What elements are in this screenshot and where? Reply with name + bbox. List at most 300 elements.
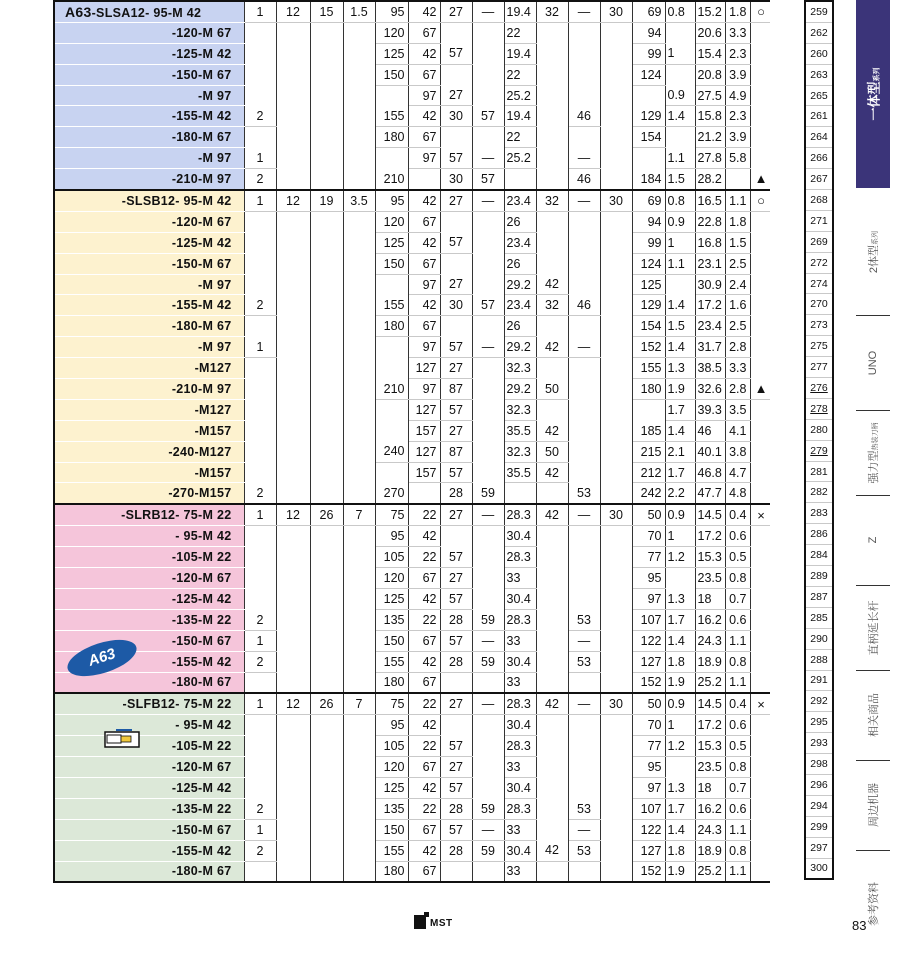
spec-cell: — [472,504,504,525]
spec-cell: 125 [375,43,408,64]
spec-cell [600,462,632,483]
spec-cell: 32 [536,295,568,316]
nav-tab-sublabel: 热装刀柄 [872,422,879,450]
nav-tab-5[interactable] [856,670,890,760]
page-link[interactable] [805,837,833,858]
nav-divider [856,850,890,851]
spec-cell [310,715,343,736]
spec-cell: — [568,337,600,358]
page-link[interactable] [805,127,833,148]
spec-cell: 150 [375,819,408,840]
spec-cell [375,358,408,379]
table-row [54,651,774,672]
stock-symbol [750,526,772,547]
model-cell: -M127 [54,358,244,379]
spec-cell: 122 [632,819,665,840]
page-link[interactable] [805,733,833,754]
table-row [54,22,774,43]
stock-symbol [750,651,772,672]
spec-cell: 57 [440,462,472,483]
spec-cell [536,211,568,232]
page-row [805,754,833,775]
page-link[interactable] [805,148,833,169]
page-link[interactable] [805,294,833,315]
model-code: -SLSA12- 95-M 42 [91,5,202,20]
spec-cell: 180 [375,672,408,693]
page-row [805,85,833,106]
spec-cell: 99 [632,232,665,253]
spec-cell: 53 [568,609,600,630]
stock-symbol [750,211,772,232]
spec-cell: 21.2 [695,127,725,148]
spec-cell: 28.2 [695,169,725,190]
spec-cell [536,777,568,798]
model-cell: -105-M 22 [54,736,244,757]
nav-divider [856,315,890,316]
spec-cell [472,462,504,483]
spec-cell: 17.2 [695,295,725,316]
page-link[interactable] [805,336,833,357]
spec-cell [343,526,375,547]
page-link[interactable] [805,85,833,106]
spec-cell [440,127,472,148]
spec-cell: — [568,819,600,840]
page-link[interactable] [805,774,833,795]
spec-cell: 152 [632,861,665,882]
page-link-label: 294 [810,799,828,812]
spec-cell [600,379,632,400]
spec-cell: 2 [244,798,276,819]
spec-cell: 16.5 [695,190,725,211]
nav-tab-4[interactable] [856,585,890,670]
spec-cell [310,736,343,757]
spec-cell: 5.8 [725,148,750,169]
spec-cell [343,547,375,568]
spec-cell [310,861,343,882]
spec-cell [276,568,310,589]
page-link[interactable] [805,190,833,211]
spec-cell [244,127,276,148]
table-row [54,715,774,736]
spec-cell: 0.8 [725,651,750,672]
spec-cell [536,861,568,882]
spec-cell: 1.9 [665,379,695,400]
page-row [805,858,833,879]
spec-cell [343,757,375,778]
spec-cell: 3.8 [725,441,750,462]
spec-cell: 27 [440,85,472,106]
spec-cell: 0.9 [665,693,695,714]
page-row [805,148,833,169]
stock-symbol [750,399,772,420]
spec-cell [472,588,504,609]
spec-cell: 95 [375,526,408,547]
nav-tab-label: Z [867,536,879,544]
spec-cell: 1.4 [665,819,695,840]
page-row [805,524,833,545]
page-link[interactable] [805,524,833,545]
page-link-label: 270 [810,298,828,311]
page-link-label: 299 [810,820,828,833]
spec-cell [276,43,310,64]
spec-cell [725,169,750,190]
spec-cell [568,127,600,148]
table-row [54,777,774,798]
spec-cell: 185 [632,420,665,441]
table-row [54,295,774,316]
stock-symbol [750,148,772,169]
spec-cell: 95 [375,1,408,22]
spec-cell [244,43,276,64]
spec-cell: 67 [408,672,440,693]
page-link[interactable] [805,43,833,64]
spec-cell: 32 [536,1,568,22]
spec-cell [665,757,695,778]
spec-cell: 23.5 [695,757,725,778]
spec-cell: 105 [375,547,408,568]
page-row [805,440,833,461]
spec-cell [276,861,310,882]
nav-divider [856,670,890,671]
spec-cell [343,169,375,190]
spec-cell [440,861,472,882]
spec-cell: 1 [665,232,695,253]
spec-cell: — [568,504,600,525]
stock-symbol: ○ [750,190,772,211]
spec-cell: 57 [440,547,472,568]
spec-cell: 27 [440,274,472,295]
spec-cell [244,757,276,778]
spec-cell: 154 [632,316,665,337]
spec-cell: — [568,148,600,169]
page-link[interactable] [805,858,833,879]
spec-cell [472,379,504,400]
spec-cell: 94 [632,22,665,43]
spec-cell: 3.9 [725,64,750,85]
spec-cell [310,651,343,672]
spec-cell [343,798,375,819]
spec-cell: 129 [632,106,665,127]
model-cell: -SLSB12- 95-M 42 [54,190,244,211]
model-cell: -210-M 97 [54,169,244,190]
spec-cell [600,148,632,169]
page-link[interactable] [805,795,833,816]
spec-cell: 29.2 [504,337,536,358]
page-link[interactable] [805,461,833,482]
page-link[interactable] [805,440,833,461]
spec-cell [276,672,310,693]
spec-cell: 20.6 [695,22,725,43]
page-link[interactable] [805,169,833,190]
page-link-label: 276 [810,381,828,394]
spec-cell [343,441,375,462]
spec-cell [600,399,632,420]
model-cell: -180-M 67 [54,672,244,693]
table-row [54,358,774,379]
spec-cell: 212 [632,462,665,483]
spec-cell: 42 [536,840,568,861]
spec-cell: 0.8 [725,757,750,778]
spec-cell: 2.5 [725,253,750,274]
spec-cell: 210 [375,379,408,400]
spec-cell [472,253,504,274]
table-row [54,337,774,358]
page-link[interactable] [805,231,833,252]
spec-cell [310,169,343,190]
page-link-label: 262 [810,26,828,39]
nav-tab-3[interactable] [856,495,890,585]
page-row [805,315,833,336]
spec-cell: 152 [632,337,665,358]
nav-tab-2[interactable] [856,410,890,495]
spec-cell: 30 [440,169,472,190]
spec-cell [568,715,600,736]
spec-cell [310,148,343,169]
page-row [805,398,833,419]
spec-cell [276,462,310,483]
spec-cell: 30 [600,1,632,22]
nav-divider [856,585,890,586]
spec-cell [276,337,310,358]
spec-cell: 97 [632,588,665,609]
spec-cell [600,630,632,651]
page-link[interactable] [805,649,833,670]
spec-cell [310,253,343,274]
spec-cell [600,777,632,798]
spec-cell [536,127,568,148]
spec-cell [568,358,600,379]
stock-symbol [750,420,772,441]
page-link-label: 288 [810,653,828,666]
spec-cell [310,399,343,420]
page-link[interactable] [805,816,833,837]
spec-cell [343,127,375,148]
page-link[interactable] [805,586,833,607]
spec-cell: 42 [536,274,568,295]
spec-cell: — [568,630,600,651]
page-row [805,64,833,85]
nav-divider [856,410,890,411]
spec-cell [343,358,375,379]
page-link-label: 283 [810,507,828,520]
spec-cell: 30.4 [504,777,536,798]
spec-cell: 23.4 [504,190,536,211]
spec-cell: 42 [408,232,440,253]
page-link[interactable] [805,357,833,378]
nav-tab-0[interactable] [856,188,890,315]
spec-cell: 67 [408,64,440,85]
spec-cell [343,148,375,169]
page-row [805,712,833,733]
spec-cell: 42 [408,777,440,798]
spec-cell: 1 [244,1,276,22]
page-link-label: 280 [810,423,828,436]
spec-cell [244,211,276,232]
spec-cell [276,22,310,43]
spec-cell: 2.5 [725,316,750,337]
spec-cell [310,64,343,85]
spec-cell [276,399,310,420]
spec-cell [310,43,343,64]
spec-cell [310,568,343,589]
page-link[interactable] [805,754,833,775]
spec-cell: 2.3 [725,106,750,127]
table-row [54,85,774,106]
page-row [805,190,833,211]
spec-cell: 97 [408,85,440,106]
spec-cell: 1 [665,526,695,547]
spec-cell [244,316,276,337]
spec-cell [600,85,632,106]
spec-cell [343,274,375,295]
spec-cell: 27 [440,1,472,22]
spec-cell: 18 [695,588,725,609]
page-row [805,607,833,628]
page-link[interactable] [805,273,833,294]
spec-cell [310,337,343,358]
spec-cell [665,274,695,295]
page-link-label: 279 [810,444,828,457]
spec-cell [310,630,343,651]
spec-cell [568,22,600,43]
page-row [805,586,833,607]
table-row [54,127,774,148]
spec-cell [600,840,632,861]
stock-symbol: ▲ [750,379,772,400]
page-row [805,127,833,148]
spec-cell: 67 [408,757,440,778]
spec-cell [310,274,343,295]
spec-cell: 97 [408,337,440,358]
spec-cell: 2 [244,483,276,504]
spec-cell [276,736,310,757]
page-link[interactable] [805,670,833,691]
spec-cell [276,819,310,840]
page-link[interactable] [805,628,833,649]
stock-symbol [750,316,772,337]
table-gap [770,0,792,893]
spec-cell [440,22,472,43]
spec-cell [276,651,310,672]
spec-cell [244,777,276,798]
spec-cell [568,274,600,295]
spec-cell [276,715,310,736]
page-reference-column [804,0,834,880]
spec-cell: 2.1 [665,441,695,462]
page-link[interactable] [805,106,833,127]
page-link[interactable] [805,378,833,399]
spec-cell [244,399,276,420]
mst-logo-mark [414,915,426,929]
table-row [54,798,774,819]
page-link[interactable] [805,22,833,43]
spec-cell: 67 [408,630,440,651]
page-link[interactable] [805,691,833,712]
page-link[interactable] [805,607,833,628]
spec-cell [310,106,343,127]
stock-symbol [750,630,772,651]
spec-cell: 59 [472,651,504,672]
spec-cell: 1.5 [343,1,375,22]
model-cell: -155-M 42 [54,651,244,672]
spec-cell: 1.3 [665,588,695,609]
spec-cell: 0.6 [725,609,750,630]
page-link[interactable] [805,482,833,503]
spec-cell: 23.4 [695,316,725,337]
spec-cell [276,316,310,337]
spec-cell: 0.4 [725,504,750,525]
spec-cell [310,547,343,568]
spec-cell [536,85,568,106]
page-link[interactable] [805,712,833,733]
nav-tab-7[interactable] [856,850,890,958]
page-link-label: 291 [810,674,828,687]
page-link[interactable] [805,64,833,85]
stock-symbol [750,232,772,253]
spec-cell: 1.4 [665,420,695,441]
page-link[interactable] [805,503,833,524]
spec-cell: 59 [472,840,504,861]
nav-tab-1[interactable] [856,315,890,410]
spec-cell [440,253,472,274]
page-link-label: 271 [810,214,828,227]
page-link-label: 300 [810,862,828,875]
page-link[interactable] [805,398,833,419]
page-link-label: 259 [810,5,828,18]
page-link[interactable] [805,210,833,231]
nav-tab-6[interactable] [856,760,890,850]
page-link-label: 268 [810,193,828,206]
model-cell: -120-M 67 [54,757,244,778]
spec-cell [343,337,375,358]
spec-cell: 26 [504,253,536,274]
page-link[interactable] [805,252,833,273]
spec-cell [472,777,504,798]
spec-cell [244,861,276,882]
model-cell: -120-M 67 [54,211,244,232]
spec-cell: 3.3 [725,358,750,379]
nav-tab-integral[interactable] [856,0,890,188]
spec-cell: 22 [504,127,536,148]
spec-cell [600,547,632,568]
page-link[interactable] [805,545,833,566]
spec-cell [600,736,632,757]
page-link-label: 284 [810,549,828,562]
nav-tab-label: 强力型 [868,450,880,483]
spec-cell [472,358,504,379]
spec-cell [600,526,632,547]
spec-cell: 1.4 [665,630,695,651]
spec-cell: 1 [244,337,276,358]
spec-cell [343,85,375,106]
page-row [805,231,833,252]
spec-cell: 33 [504,861,536,882]
spec-cell: 1.4 [665,106,695,127]
page-link[interactable] [805,315,833,336]
page-link[interactable] [805,1,833,22]
spec-cell: 25.2 [695,672,725,693]
spec-cell: 0.9 [665,211,695,232]
page-link[interactable] [805,566,833,587]
spec-cell [568,420,600,441]
spec-cell [600,441,632,462]
page-link-label: 297 [810,841,828,854]
spec-cell [310,757,343,778]
page-link[interactable] [805,419,833,440]
spec-cell: 26 [504,316,536,337]
spec-cell [568,399,600,420]
spec-cell: 0.9 [665,504,695,525]
